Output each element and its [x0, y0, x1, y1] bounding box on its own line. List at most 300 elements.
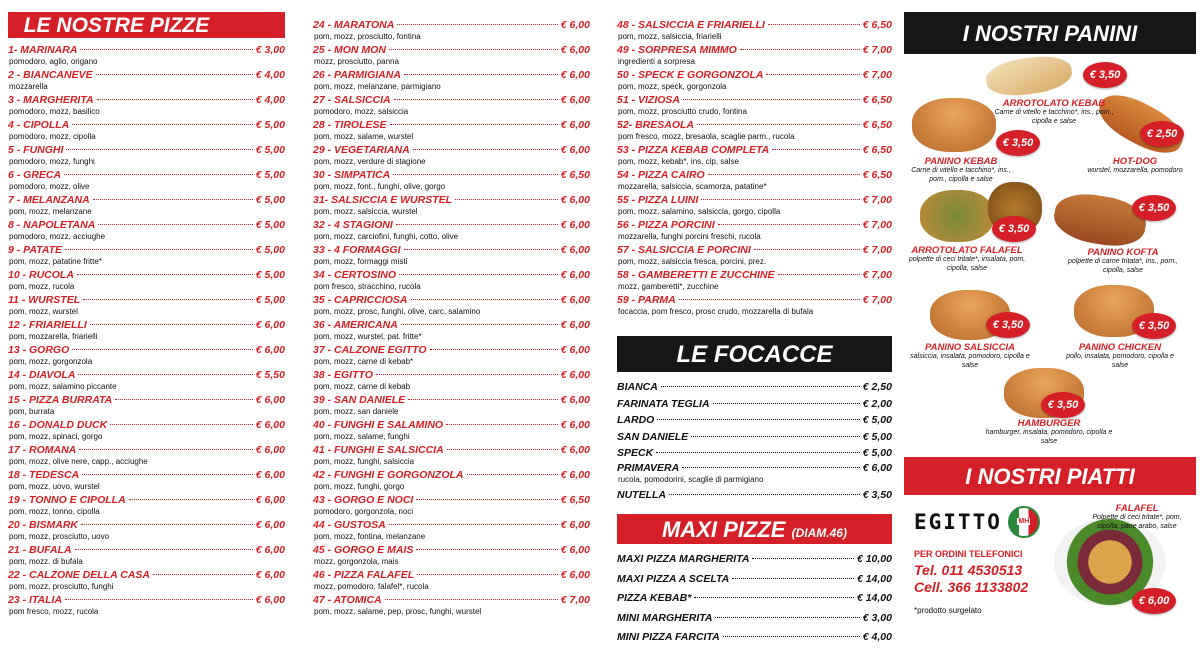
item-name: 31- SALSICCIA E WURSTEL: [313, 194, 453, 206]
panino-salsiccia: [910, 342, 1030, 370]
item-ingredients: pom, mozz, san daniele: [314, 407, 399, 416]
item-price: € 6,50: [560, 494, 590, 506]
focaccia-item: [617, 396, 892, 413]
item-price: € 6,00: [560, 194, 590, 206]
item-price: € 7,00: [862, 194, 892, 206]
item-name: 10 - RUCOLA: [8, 269, 74, 281]
focaccia-item: [617, 412, 892, 429]
pizza-item: [617, 244, 892, 269]
pizza-item: [8, 244, 285, 269]
dotted-leader: [82, 474, 253, 475]
item-ingredients: pom, mozz, prosciutto, uovo: [9, 532, 110, 541]
dotted-leader: [80, 49, 252, 50]
dotted-leader: [430, 349, 558, 350]
item-ingredients: pom, mozz, wurstel, pat. fritte*: [314, 332, 422, 341]
pizza-item: [8, 169, 285, 194]
panino-arrotolato-falafel: [904, 245, 1030, 273]
item-price: € 6,00: [255, 494, 285, 506]
item-price: € 7,00: [862, 44, 892, 56]
item-price: € 6,00: [560, 19, 590, 31]
item-price: € 6,00: [560, 144, 590, 156]
panino-title: PANINO CHICKEN: [1078, 342, 1162, 353]
dotted-leader: [768, 24, 860, 25]
dotted-leader: [83, 299, 253, 300]
dotted-leader: [752, 558, 854, 559]
item-ingredients: mozzarella, salsiccia, scamorza, patatine*: [618, 182, 767, 191]
dotted-leader: [416, 549, 557, 550]
item-price: € 7,00: [560, 594, 590, 606]
item-name: 35 - CAPRICCIOSA: [313, 294, 408, 306]
item-price: € 7,00: [862, 219, 892, 231]
item-name: 1- MARINARA: [8, 44, 78, 56]
item-price: € 6,00: [255, 419, 285, 431]
item-price: € 6,00: [255, 344, 285, 356]
dotted-leader: [713, 403, 860, 404]
item-ingredients: pom, mozz, wurstel: [9, 307, 78, 316]
item-price: € 6,00: [560, 269, 590, 281]
panini-title: I NOSTRI PANINI: [904, 12, 1196, 54]
dotted-leader: [404, 249, 558, 250]
pizza-item: [8, 494, 285, 519]
item-ingredients: pomodoro, mozz, olive: [9, 182, 90, 191]
item-name: 5 - FUNGHI: [8, 144, 64, 156]
focaccia-item: [617, 445, 892, 462]
item-name: SPECK: [617, 447, 654, 459]
dotted-leader: [467, 474, 558, 475]
dotted-leader: [413, 149, 558, 150]
item-name: 48 - SALSICCIA E FRIARIELLI: [617, 19, 765, 31]
item-ingredients: pom, mozz, verdure di stagione: [314, 157, 426, 166]
item-price: € 6,00: [560, 294, 590, 306]
focacce-title: LE FOCACCE: [617, 336, 892, 372]
panino-title: ARROTOLATO KEBAB: [1002, 98, 1106, 109]
dotted-leader: [81, 524, 253, 525]
item-name: 51 - VIZIOSA: [617, 94, 681, 106]
item-ingredients: pom, mozz, salsiccia, friarielli: [618, 32, 722, 41]
pizze-title: LE NOSTRE PIZZE: [8, 12, 285, 38]
panino-desc: Carne di vitello e tacchino*, ins., pom., cipolla e salse: [911, 167, 1011, 183]
pizza-item: [617, 294, 892, 319]
item-ingredients: pom, mozz, fontina, melanzane: [314, 532, 426, 541]
dotted-leader: [96, 74, 253, 75]
pizza-item: [8, 194, 285, 219]
item-price: € 6,00: [560, 94, 590, 106]
item-ingredients: mozzarella, funghi porcini freschi, rucola: [618, 232, 761, 241]
panino-kebab: [906, 156, 1016, 184]
item-ingredients: pomodoro, gorgonzola, noci: [314, 507, 414, 516]
brand-name: EGITTO: [914, 510, 1002, 534]
item-name: 36 - AMERICANA: [313, 319, 398, 331]
item-price: € 2,00: [862, 397, 892, 410]
item-price: € 3,50: [862, 488, 892, 501]
pizza-item: [313, 419, 590, 444]
panino-desc: Carne di vitello e tacchino*, ins., pom., cipolla e salse: [994, 109, 1114, 125]
item-name: 47 - ATOMICA: [313, 594, 382, 606]
item-name: 25 - MON MON: [313, 44, 386, 56]
item-ingredients: pom, mozzarella, friarielli: [9, 332, 98, 341]
item-ingredients: mozzarella: [9, 82, 48, 91]
brand-seal-icon: [1008, 506, 1040, 538]
item-name: 46 - PIZZA FALAFEL: [313, 569, 415, 581]
item-name: 29 - VEGETARIANA: [313, 144, 410, 156]
item-ingredients: pom, mozz, salsiccia fresca, porcini, prez.: [618, 257, 767, 266]
item-name: 41 - FUNGHI E SALSICCIA: [313, 444, 444, 456]
item-name: LARDO: [617, 414, 655, 426]
dotted-leader: [417, 574, 558, 575]
dotted-leader: [455, 199, 558, 200]
item-price: € 6,00: [560, 219, 590, 231]
dotted-leader: [72, 349, 253, 350]
item-name: MAXI PIZZA A SCELTA: [617, 572, 730, 585]
item-price: € 6,50: [862, 169, 892, 181]
pizza-item: [8, 44, 285, 69]
item-name: 24 - MARATONA: [313, 19, 395, 31]
item-name: 2 - BIANCANEVE: [8, 69, 93, 81]
item-price: € 3,00: [255, 44, 285, 56]
item-name: 49 - SORPRESA MIMMO: [617, 44, 737, 56]
dotted-leader: [390, 124, 558, 125]
item-price: € 6,00: [560, 244, 590, 256]
item-price: € 5,00: [255, 244, 285, 256]
panino-desc: Polpette di ceci tritate*, pom, cipolla, pane arabo, salse: [1092, 514, 1182, 530]
item-ingredients: pom, mozz, gorgonzola: [9, 357, 93, 366]
item-name: 45 - GORGO E MAIS: [313, 544, 414, 556]
item-ingredients: focaccia, pom fresco, prosc crudo, mozzarella di bufala: [618, 307, 814, 316]
item-name: 18 - TEDESCA: [8, 469, 80, 481]
item-ingredients: pom, mozz, rucola: [9, 282, 75, 291]
pizza-item: [617, 44, 892, 69]
item-ingredients: pom fresco, stracchino, rucola: [314, 282, 421, 291]
dotted-leader: [691, 436, 860, 437]
dotted-leader: [701, 199, 860, 200]
brand-seal-text: MH: [1018, 518, 1030, 525]
pizza-item: [617, 269, 892, 294]
item-price: € 7,00: [862, 269, 892, 281]
pizza-item: [8, 444, 285, 469]
item-name: 26 - PARMIGIANA: [313, 69, 401, 81]
item-name: 58 - GAMBERETTI E ZUCCHINE: [617, 269, 775, 281]
item-name: PIZZA KEBAB*: [617, 592, 692, 604]
item-ingredients: pom, mozz, funghi, gorgo: [314, 482, 405, 491]
dotted-leader: [77, 274, 253, 275]
item-price: € 5,00: [255, 169, 285, 181]
price-badge: € 3,50: [1132, 195, 1176, 221]
item-name: 15 - PIZZA BURRATA: [8, 394, 113, 406]
item-price: € 6,00: [255, 444, 285, 456]
item-name: 22 - CALZONE DELLA CASA: [8, 569, 150, 581]
item-ingredients: pomodoro, mozz, acciughe: [9, 232, 106, 241]
dotted-leader: [772, 149, 860, 150]
falafel-plate: [1090, 503, 1184, 531]
item-ingredients: pom, mozz, prosciutto, fontina: [314, 32, 421, 41]
panino-kofta-image: [1051, 188, 1150, 251]
item-ingredients: pom, mozz, tonno, cipolla: [9, 507, 100, 516]
pizza-item: [313, 244, 590, 269]
item-ingredients: pom, mozz, salame, wurstel: [314, 132, 414, 141]
item-price: € 5,00: [862, 430, 892, 443]
pizza-item: [313, 219, 590, 244]
dotted-leader: [683, 99, 860, 100]
item-name: 27 - SALSICCIA: [313, 94, 391, 106]
dotted-leader: [411, 299, 558, 300]
item-name: 30 - SIMPATICA: [313, 169, 391, 181]
item-ingredients: pom, burrata: [9, 407, 55, 416]
item-price: € 7,00: [862, 244, 892, 256]
dotted-leader: [740, 49, 860, 50]
dotted-leader: [376, 374, 558, 375]
pizza-item: [313, 469, 590, 494]
item-price: € 5,00: [862, 447, 892, 459]
item-price: € 6,50: [862, 119, 892, 131]
dotted-leader: [72, 124, 253, 125]
item-price: € 6,00: [255, 544, 285, 556]
maxi-item: [617, 589, 892, 609]
pizza-item: [8, 544, 285, 569]
pizza-item: [8, 319, 285, 344]
pizza-item: [8, 294, 285, 319]
item-name: PRIMAVERA: [617, 461, 680, 474]
dotted-leader: [766, 74, 859, 75]
dotted-leader: [669, 494, 860, 495]
pizza-item: [313, 319, 590, 344]
pizza-item: [8, 394, 285, 419]
item-ingredients: pomodoro, mozz, cipolla: [9, 132, 96, 141]
dotted-leader: [416, 499, 557, 500]
item-name: 38 - EGITTO: [313, 369, 373, 381]
item-name: 3 - MARGHERITA: [8, 94, 94, 106]
panino-kebab-image: [912, 98, 996, 152]
panino-desc: polpette di ceci tritate*, insalata, pom, cipolla, salse: [908, 256, 1026, 272]
dotted-leader: [110, 424, 253, 425]
item-ingredients: mozz, gorgonzola, mais: [314, 557, 399, 566]
dotted-leader: [393, 174, 558, 175]
pizza-item: [8, 419, 285, 444]
dotted-leader: [657, 419, 859, 420]
panino-title: PANINO KOFTA: [1087, 247, 1159, 258]
item-name: 59 - PARMA: [617, 294, 676, 306]
item-name: 11 - WURSTEL: [8, 294, 81, 306]
item-name: BIANCA: [617, 381, 658, 393]
pizza-item: [617, 19, 892, 44]
pizza-item: [617, 219, 892, 244]
item-name: MINI MARGHERITA: [617, 611, 713, 624]
panino-arrotolato-kebab: [994, 98, 1114, 126]
item-name: 50 - SPECK E GORGONZOLA: [617, 69, 764, 81]
pizza-item: [313, 19, 590, 44]
item-price: € 6,00: [255, 569, 285, 581]
item-ingredients: pom, mozz, uovo, wurstel: [9, 482, 100, 491]
panino-desc: hamburger, insalata, pomodoro, cipolla e salse: [985, 429, 1113, 445]
item-name: 19 - TONNO E CIPOLLA: [8, 494, 126, 506]
item-name: MINI PIZZA FARCITA: [617, 631, 720, 643]
item-name: 43 - GORGO E NOCI: [313, 494, 414, 506]
item-ingredients: pom, mozz, carne di kebab*: [314, 357, 414, 366]
dotted-leader: [78, 374, 252, 375]
panino-hot-dog: [1074, 156, 1196, 176]
brand-logo: [914, 506, 1040, 538]
item-price: € 6,00: [560, 544, 590, 556]
pizza-item: [8, 119, 285, 144]
maxi-title: [617, 514, 892, 544]
dotted-leader: [723, 636, 860, 637]
item-name: 12 - FRIARIELLI: [8, 319, 87, 331]
item-ingredients: pomodoro, mozz, salsiccia: [314, 107, 409, 116]
item-ingredients: pomodoro, mozz, funghi: [9, 157, 95, 166]
item-price: € 6,00: [560, 119, 590, 131]
item-price: € 6,00: [560, 369, 590, 381]
pizza-item: [313, 94, 590, 119]
item-price: € 6,00: [560, 69, 590, 81]
item-name: 21 - BUFALA: [8, 544, 72, 556]
dotted-leader: [64, 174, 253, 175]
item-ingredients: pom fresco, mozz, rucola: [9, 607, 99, 616]
price-badge: € 3,50: [986, 312, 1030, 338]
item-name: 40 - FUNGHI E SALAMINO: [313, 419, 444, 431]
price-badge: € 3,50: [1041, 392, 1085, 418]
item-name: SAN DANIELE: [617, 430, 689, 443]
item-ingredients: pom, mozz. di bufala: [9, 557, 83, 566]
dotted-leader: [708, 174, 860, 175]
pizza-item: [313, 269, 590, 294]
pizza-item: [313, 544, 590, 569]
pizza-item: [617, 119, 892, 144]
dotted-leader: [715, 617, 859, 618]
item-price: € 5,00: [255, 194, 285, 206]
item-ingredients: pom, mozz, font., funghi, olive, gorgo: [314, 182, 446, 191]
item-ingredients: mozz, prosciutto, panna: [314, 57, 399, 66]
item-price: € 6,00: [560, 319, 590, 331]
dotted-leader: [397, 24, 558, 25]
item-name: FARINATA TEGLIA: [617, 397, 710, 410]
item-name: 33 - 4 FORMAGGI: [313, 244, 401, 256]
dotted-leader: [404, 74, 558, 75]
panino-desc: polpette di carne tritata*, ins., pom., cipolla, salse: [1067, 258, 1179, 274]
item-price: € 6,00: [560, 44, 590, 56]
item-ingredients: pom, mozz, patatine fritte*: [9, 257, 102, 266]
item-price: € 6,50: [862, 19, 892, 31]
pizza-item: [8, 519, 285, 544]
pizza-item: [313, 119, 590, 144]
pizza-item: [8, 94, 285, 119]
dotted-leader: [718, 224, 860, 225]
item-name: 55 - PIZZA LUINI: [617, 194, 699, 206]
item-ingredients: pom, mozz, melanzane: [9, 207, 92, 216]
item-price: € 4,00: [255, 69, 285, 81]
item-price: € 5,50: [255, 369, 285, 381]
piatti-title: I NOSTRI PIATTI: [904, 457, 1196, 495]
item-name: 39 - SAN DANIELE: [313, 394, 406, 406]
dotted-leader: [90, 324, 253, 325]
item-price: € 5,00: [255, 119, 285, 131]
item-ingredients: pom, mozz, salame, pep, prosc, funghi, wurstel: [314, 607, 482, 616]
pizze-col-3: [617, 19, 892, 648]
wrap-kebab-image: [984, 52, 1074, 100]
dotted-leader: [66, 149, 252, 150]
item-price: € 6,50: [862, 144, 892, 156]
focaccia-item: [617, 462, 892, 487]
pizza-item: [617, 69, 892, 94]
phone-cell[interactable]: Cell. 366 1133802: [914, 579, 1029, 595]
item-price: € 4,00: [255, 94, 285, 106]
item-ingredients: pomodoro, aglio, origano: [9, 57, 98, 66]
item-name: 8 - NAPOLETANA: [8, 219, 96, 231]
pizza-item: [313, 294, 590, 319]
item-name: 42 - FUNGHI E GORGONZOLA: [313, 469, 464, 481]
item-name: 9 - PATATE: [8, 244, 63, 256]
item-ingredients: pom, mozz, olive nere, capp., acciughe: [9, 457, 148, 466]
item-name: 34 - CERTOSINO: [313, 269, 397, 281]
pizza-item: [313, 44, 590, 69]
item-price: € 6,00: [560, 444, 590, 456]
maxi-item: [617, 609, 892, 629]
item-price: € 6,00: [255, 394, 285, 406]
item-ingredients: mozz, gamberetti*, zucchine: [618, 282, 719, 291]
panino-hamburger: [984, 418, 1114, 446]
falafel-wrap-image: [920, 190, 994, 242]
price-badge: € 3,50: [996, 130, 1040, 156]
dotted-leader: [694, 597, 854, 598]
item-price: € 3,00: [862, 611, 892, 624]
dotted-leader: [65, 249, 253, 250]
item-price: € 10,00: [856, 553, 892, 565]
dotted-leader: [98, 224, 252, 225]
orders-label: PER ORDINI TELEFONICI: [914, 549, 1023, 559]
item-name: 28 - TIROLESE: [313, 119, 387, 131]
item-ingredients: pom, mozz, kebab*, ins, cip, salse: [618, 157, 739, 166]
item-name: 54 - PIZZA CAIRO: [617, 169, 705, 181]
price-badge: € 3,50: [1132, 313, 1176, 339]
pizza-item: [8, 269, 285, 294]
pizza-item: [8, 144, 285, 169]
price-badge: € 6,00: [1132, 588, 1176, 614]
item-ingredients: pom, mozz, salamino piccante: [9, 382, 117, 391]
item-name: MAXI PIZZA MARGHERITA: [617, 553, 750, 565]
item-name: 4 - CIPOLLA: [8, 119, 70, 131]
item-ingredients: pom, mozz, carciofini, funghi, cotto, olive: [314, 232, 459, 241]
item-ingredients: pom, mozz, spinaci, gorgo: [9, 432, 103, 441]
focaccia-item: [617, 379, 892, 396]
pizza-item: [313, 519, 590, 544]
item-name: 16 - DONALD DUCK: [8, 419, 108, 431]
item-price: € 6,00: [560, 419, 590, 431]
dotted-leader: [679, 299, 860, 300]
dotted-leader: [79, 449, 253, 450]
item-price: € 7,00: [862, 69, 892, 81]
dotted-leader: [754, 249, 860, 250]
price-badge: € 3,50: [1083, 62, 1127, 88]
phone-tel[interactable]: Tel. 011 4530513: [914, 562, 1023, 578]
dotted-leader: [656, 452, 860, 453]
frozen-note: *prodotto surgelato: [914, 606, 982, 615]
dotted-leader: [389, 49, 558, 50]
pizza-item: [617, 144, 892, 169]
dotted-leader: [697, 124, 860, 125]
panini-section: [904, 0, 1196, 636]
panino-title: FALAFEL: [1115, 503, 1159, 514]
item-price: € 6,00: [862, 461, 892, 474]
item-ingredients: mozz, pomodoro, falafel*, rucola: [314, 582, 429, 591]
pizza-item: [313, 169, 590, 194]
focaccia-item: [617, 429, 892, 446]
pizza-item: [313, 394, 590, 419]
panino-title: HOT-DOG: [1112, 156, 1158, 167]
item-price: € 6,00: [255, 594, 285, 606]
item-ingredients: ingredienti a sorpresa: [618, 57, 695, 66]
item-ingredients: pom fresco, mozz, bresaola, scaglie parm., rucola: [618, 132, 795, 141]
item-ingredients: pom, mozz, prosciutto, funghi: [9, 582, 114, 591]
dotted-leader: [129, 499, 253, 500]
item-price: € 6,00: [560, 394, 590, 406]
